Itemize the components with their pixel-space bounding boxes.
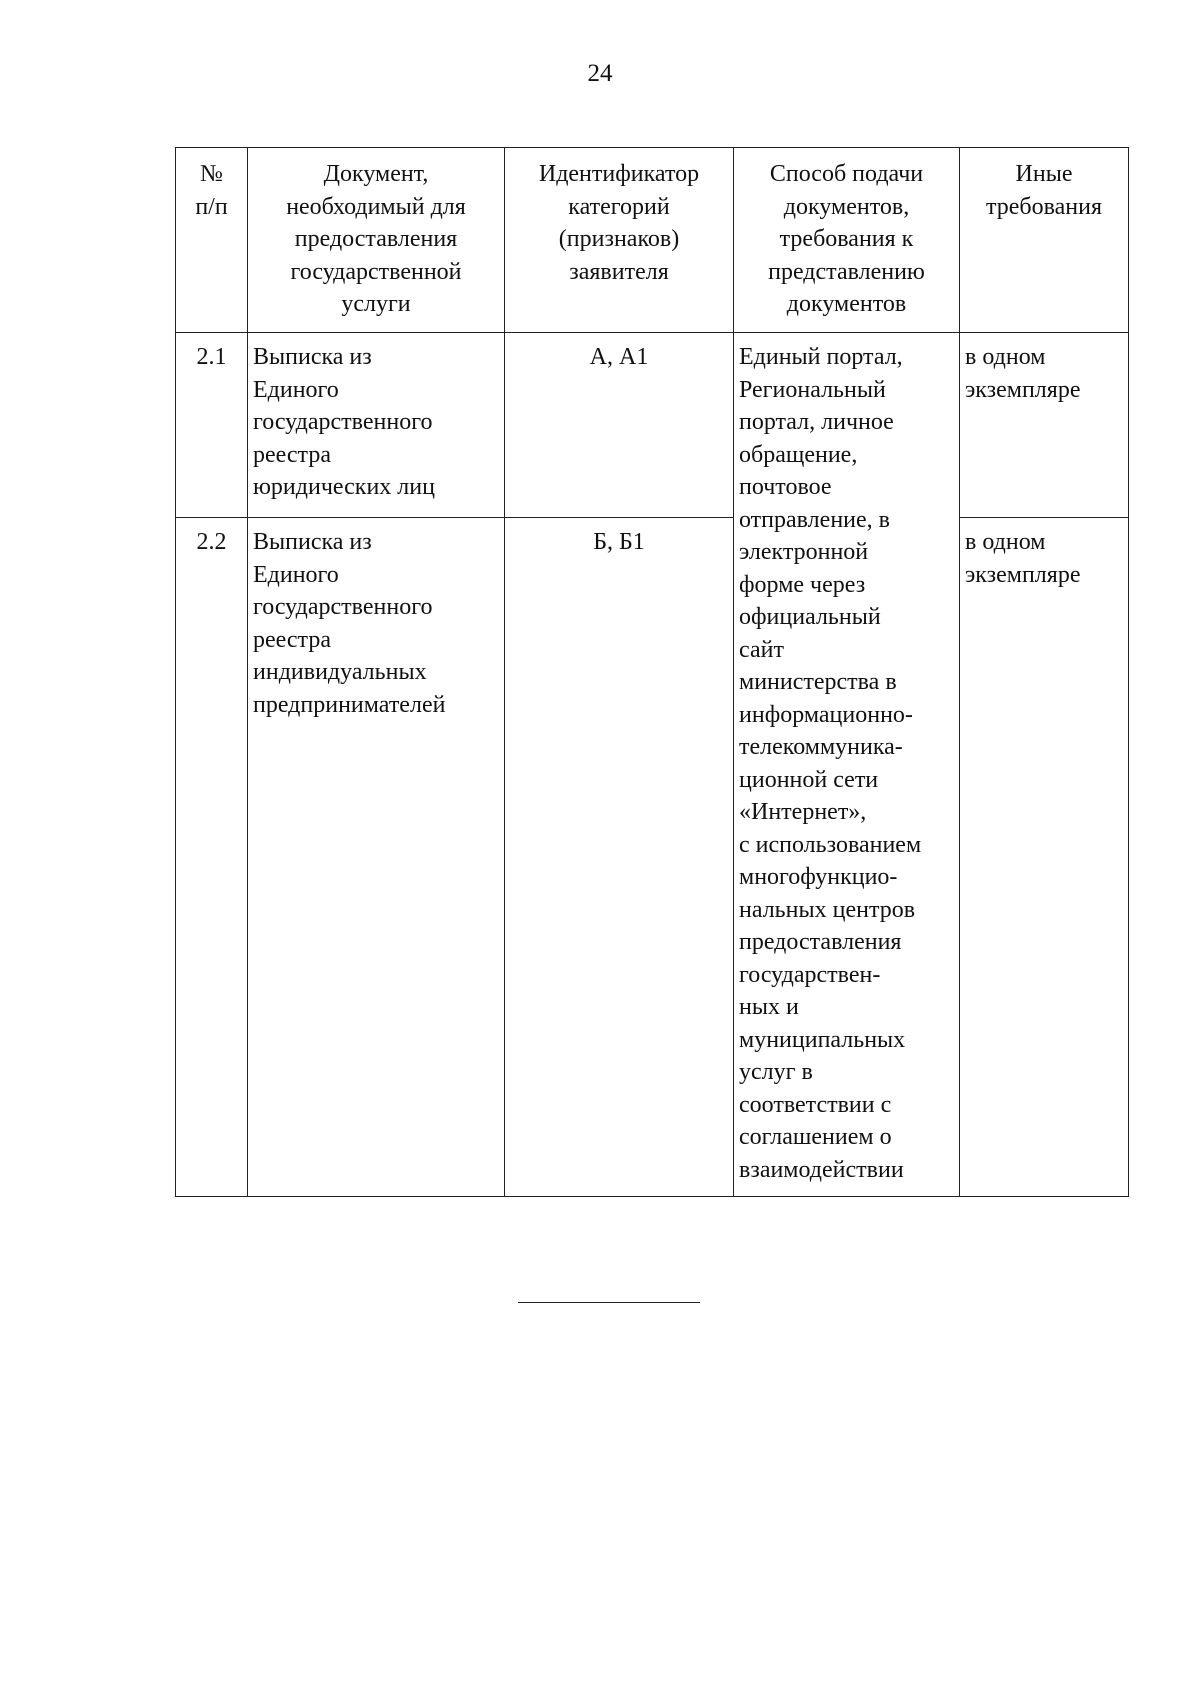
header-identifier: Идентификатор категорий (признаков) заявителя — [505, 148, 734, 333]
header-other: Иные требования — [960, 148, 1129, 333]
header-document: Документ, необходимый для предоставления государственной услуги — [248, 148, 505, 333]
table-row — [176, 333, 1129, 518]
row-number: 2.2 — [176, 518, 248, 1197]
closing-rule — [518, 1302, 700, 1303]
header-method: Способ подачи документов, требования к представлению документов — [734, 148, 960, 333]
other-requirements: в одном экземпляре — [960, 333, 1129, 518]
row-number: 2.1 — [176, 333, 248, 518]
document-name: Выписка из Единого государственного реестра индивидуальных предпринимателей — [248, 518, 505, 1197]
requirements-table — [175, 147, 1129, 1197]
applicant-identifier: А, А1 — [505, 333, 734, 518]
table-header-row — [176, 148, 1129, 333]
document-name: Выписка из Единого государственного реестра юридических лиц — [248, 333, 505, 518]
submission-method: Единый портал, Региональный портал, личное обращение, почтовое отправление, в электронной форме через официальный сайт министерства в информационно- телекоммуника- ционной сети «Интернет», с использованием многофункцио- нальных центров предоставления государствен- ных и муниципальных услуг в соответствии с соглашением о взаимодействии — [734, 333, 960, 1197]
header-num: № п/п — [176, 148, 248, 333]
page-number: 24 — [587, 60, 613, 87]
table-row — [176, 518, 1129, 1197]
applicant-identifier: Б, Б1 — [505, 518, 734, 1197]
other-requirements: в одном экземпляре — [960, 518, 1129, 1197]
